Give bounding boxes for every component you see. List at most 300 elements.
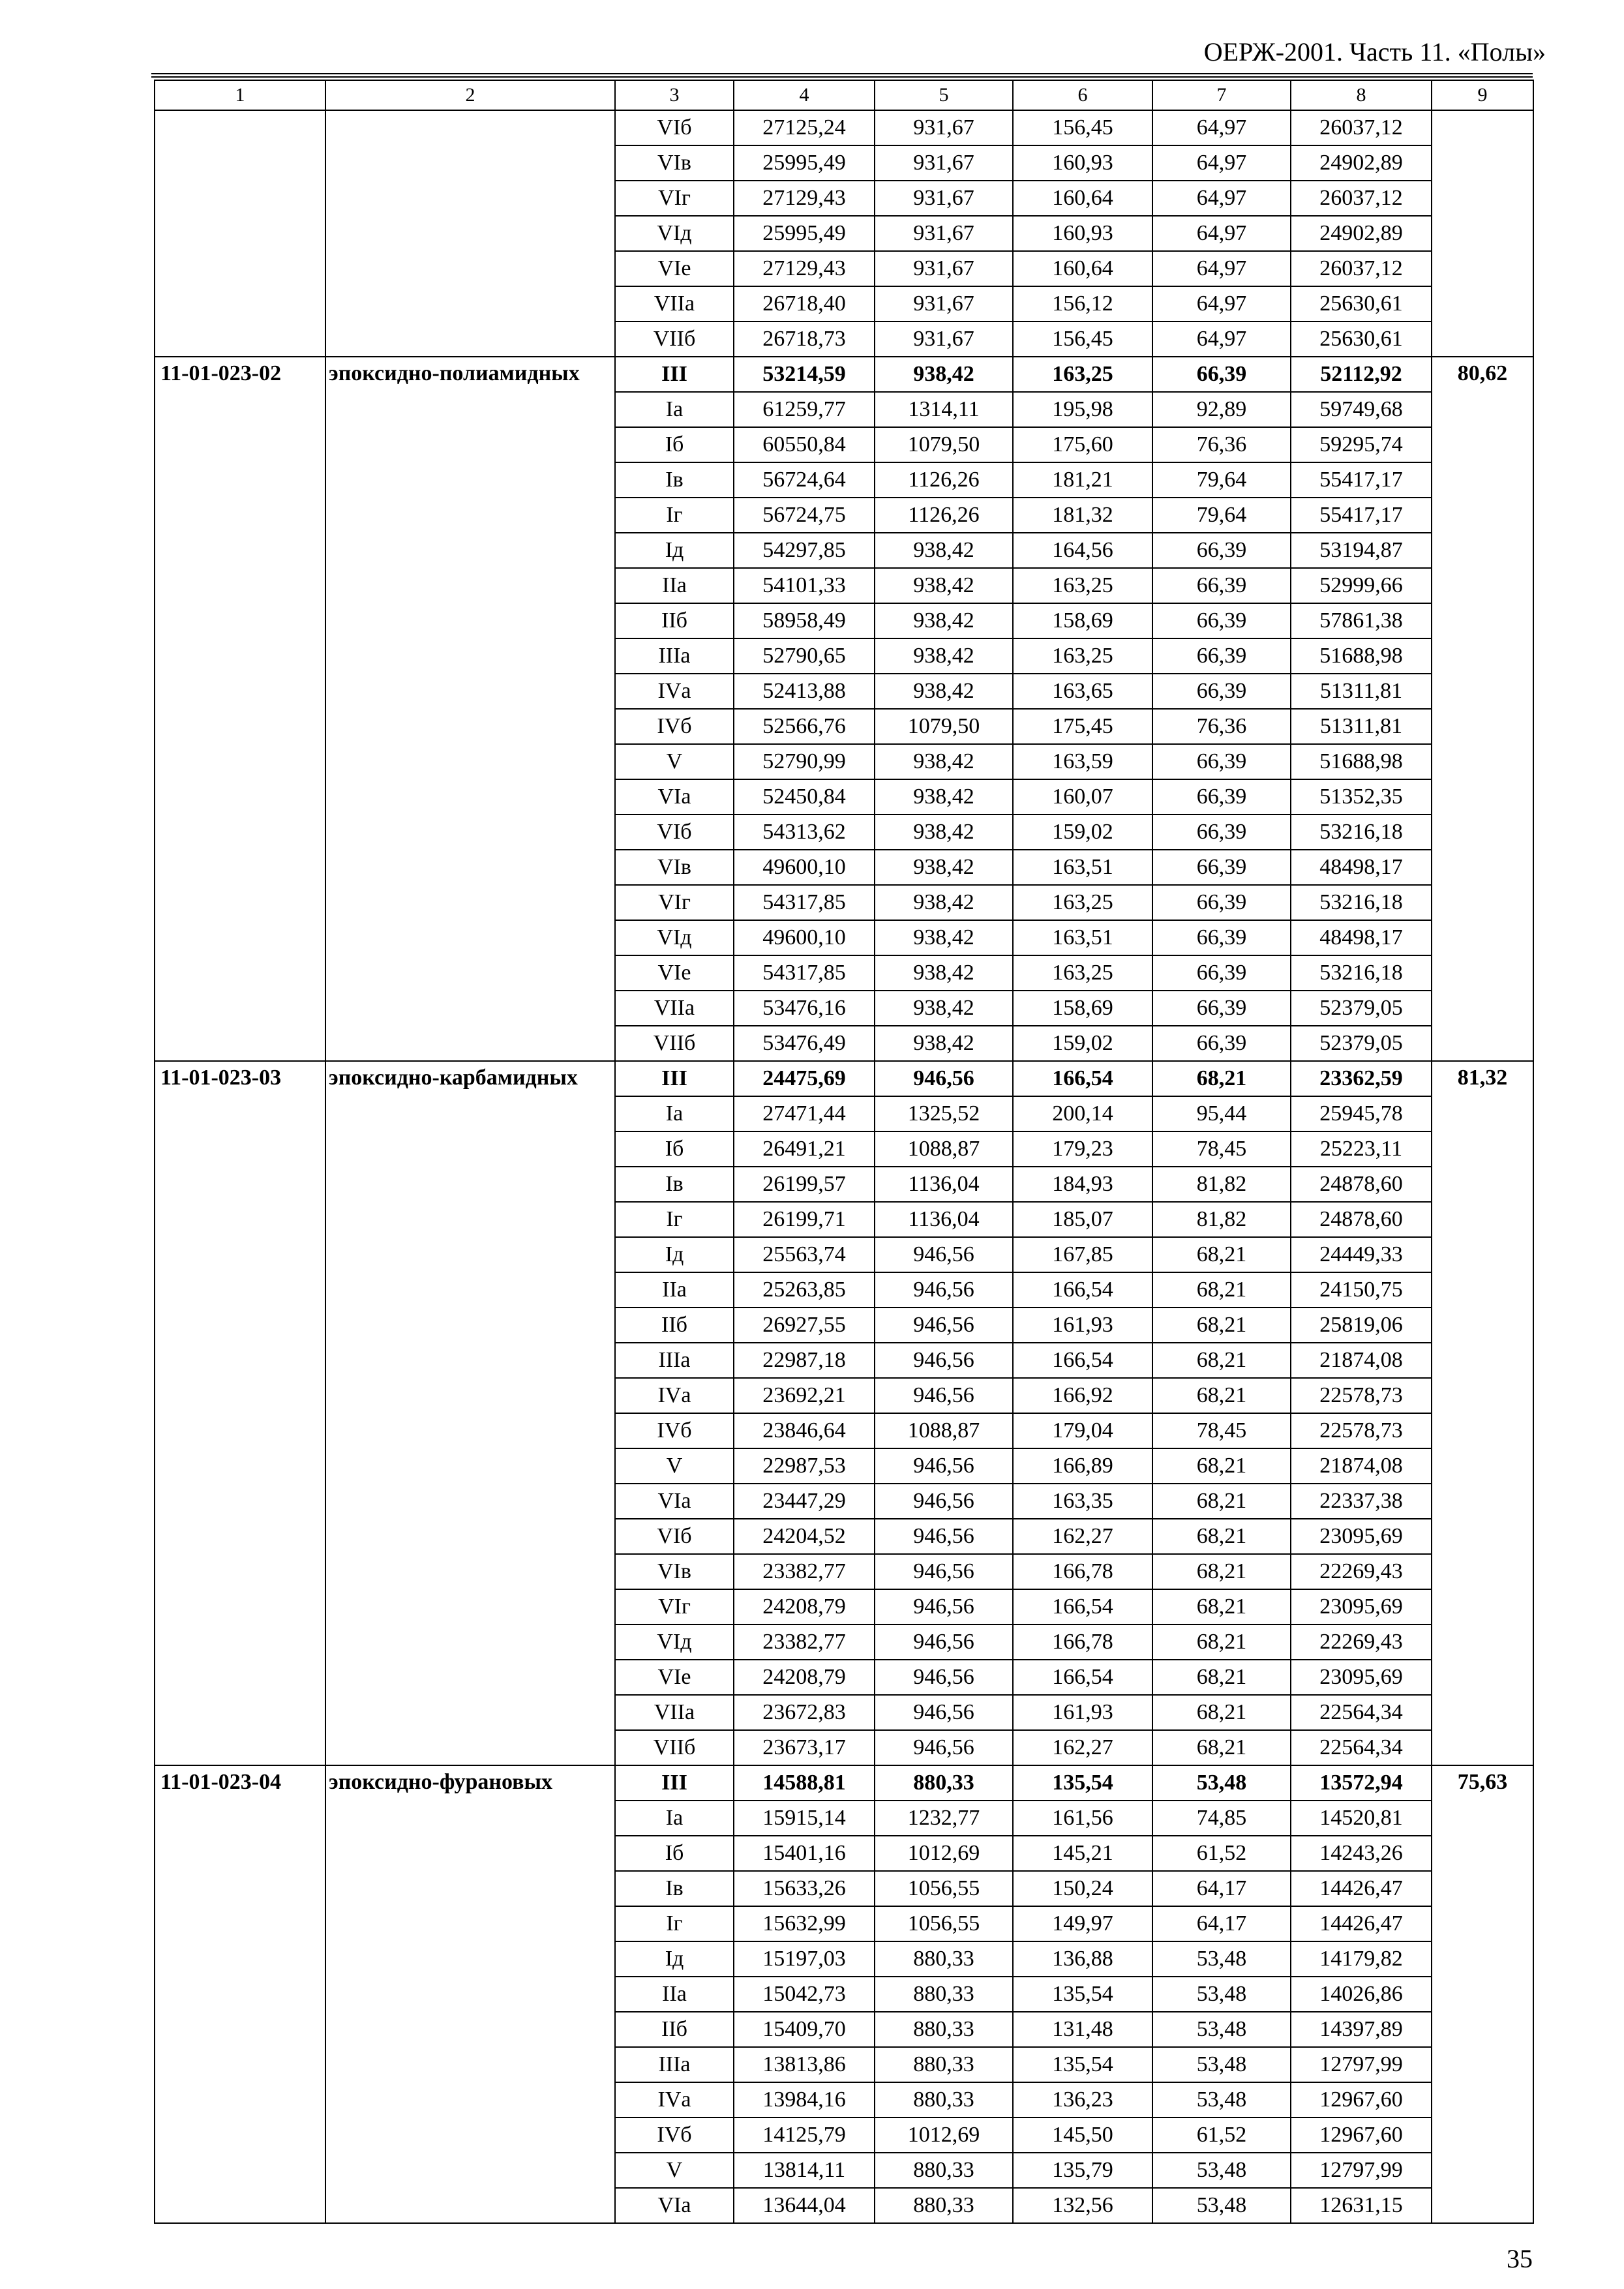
table-cell: 66,39 [1152,1026,1291,1061]
table-cell: 938,42 [875,674,1013,709]
table-cell: 159,02 [1013,1026,1152,1061]
table-cell: 22578,73 [1291,1378,1432,1413]
table-cell: 166,54 [1013,1272,1152,1308]
table-cell: 23095,69 [1291,1660,1432,1695]
table-cell: 49600,10 [734,850,875,885]
table-cell: 53,48 [1152,2188,1291,2223]
table-cell: 24475,69 [734,1061,875,1096]
table-cell: IIб [615,1308,734,1343]
table-cell: 52379,05 [1291,1026,1432,1061]
rate-code-cell: 11-01-023-04 [155,1765,325,2223]
table-cell: 1232,77 [875,1801,1013,1836]
table-cell: Iб [615,427,734,462]
table-cell: 68,21 [1152,1730,1291,1765]
table-cell: 145,21 [1013,1836,1152,1871]
table-cell: 15409,70 [734,2012,875,2047]
table-cell: 161,93 [1013,1308,1152,1343]
table-cell: 26037,12 [1291,181,1432,216]
table-cell: 946,56 [875,1308,1013,1343]
table-cell: 68,21 [1152,1308,1291,1343]
table-cell: 946,56 [875,1589,1013,1624]
table-cell: 27471,44 [734,1096,875,1131]
table-cell: 52566,76 [734,709,875,744]
table-cell: 51311,81 [1291,709,1432,744]
table-cell: 158,69 [1013,603,1152,638]
table-cell: 79,64 [1152,462,1291,498]
table-cell: VIе [615,1660,734,1695]
table-cell: 25630,61 [1291,286,1432,322]
table-cell: 66,39 [1152,920,1291,955]
table-cell: 946,56 [875,1448,1013,1484]
table-cell: 25995,49 [734,145,875,181]
table-cell: 184,93 [1013,1167,1152,1202]
table-cell: 164,56 [1013,533,1152,568]
table-cell: 66,39 [1152,815,1291,850]
table-cell: 14520,81 [1291,1801,1432,1836]
table-cell: 27125,24 [734,110,875,145]
table-cell: III [615,1061,734,1096]
table-cell: 66,39 [1152,533,1291,568]
table-cell: 938,42 [875,779,1013,815]
table-cell: 1126,26 [875,462,1013,498]
table-cell: 66,39 [1152,568,1291,603]
table-cell: Iа [615,1801,734,1836]
table-cell: 22337,38 [1291,1484,1432,1519]
table-cell: 78,45 [1152,1131,1291,1167]
table-cell: 68,21 [1152,1554,1291,1589]
table-cell: 1136,04 [875,1202,1013,1237]
table-cell: 880,33 [875,2188,1013,2223]
table-cell: 14426,47 [1291,1871,1432,1906]
table-cell: 68,21 [1152,1061,1291,1096]
table-cell: 156,45 [1013,110,1152,145]
table-cell: 14426,47 [1291,1906,1432,1941]
table-cell: VIIа [615,991,734,1026]
table-cell: 22987,18 [734,1343,875,1378]
table-cell: 23672,83 [734,1695,875,1730]
table-cell: 92,89 [1152,392,1291,427]
column-number-row [155,80,1533,110]
table-cell: 22564,34 [1291,1695,1432,1730]
table-cell: 946,56 [875,1061,1013,1096]
table-cell: 53216,18 [1291,955,1432,991]
table-cell: 21874,08 [1291,1448,1432,1484]
table-cell: 25630,61 [1291,322,1432,357]
table-cell: 1056,55 [875,1871,1013,1906]
running-header: ОЕРЖ-2001. Часть 11. «Полы» [1203,37,1546,67]
table-cell: 938,42 [875,638,1013,674]
table-cell: 946,56 [875,1519,1013,1554]
column-number: 8 [1291,80,1432,110]
table-cell: 74,85 [1152,1801,1291,1836]
table-cell: 56724,75 [734,498,875,533]
table-cell: VIIб [615,1730,734,1765]
table-cell: 22987,53 [734,1448,875,1484]
table-cell: 51311,81 [1291,674,1432,709]
table-cell: 26037,12 [1291,110,1432,145]
table-cell: 163,65 [1013,674,1152,709]
table-cell: Iв [615,1167,734,1202]
table-cell: 149,97 [1013,1906,1152,1941]
table-cell: 1056,55 [875,1906,1013,1941]
table-cell: 68,21 [1152,1343,1291,1378]
table-cell: 66,39 [1152,744,1291,779]
table-cell: 24902,89 [1291,145,1432,181]
table-cell: 13644,04 [734,2188,875,2223]
table-cell: 54297,85 [734,533,875,568]
table-cell: 145,50 [1013,2117,1152,2153]
table-cell: VIIб [615,1026,734,1061]
table-cell: 150,24 [1013,1871,1152,1906]
table-cell: 59295,74 [1291,427,1432,462]
table-cell: 66,39 [1152,638,1291,674]
table-cell: 15401,16 [734,1836,875,1871]
table-cell: 163,25 [1013,638,1152,674]
table-cell: 52999,66 [1291,568,1432,603]
table-cell: 14588,81 [734,1765,875,1801]
table-cell: VIг [615,1589,734,1624]
table-cell: 880,33 [875,1977,1013,2012]
table-cell: 53216,18 [1291,815,1432,850]
table-cell: 200,14 [1013,1096,1152,1131]
table-cell: 24208,79 [734,1660,875,1695]
column-number: 6 [1013,80,1152,110]
table-cell: 68,21 [1152,1695,1291,1730]
table-cell: 25223,11 [1291,1131,1432,1167]
table-cell: 179,23 [1013,1131,1152,1167]
table-cell: 21874,08 [1291,1343,1432,1378]
table-cell: V [615,1448,734,1484]
table-cell: 160,07 [1013,779,1152,815]
table-cell: IVб [615,2117,734,2153]
table-cell: VIв [615,145,734,181]
table-cell: 23692,21 [734,1378,875,1413]
table-cell: 52379,05 [1291,991,1432,1026]
table-cell: Iа [615,392,734,427]
table-cell: 946,56 [875,1378,1013,1413]
table-cell: 57861,38 [1291,603,1432,638]
table-cell: IIIа [615,2047,734,2082]
table-cell: 78,45 [1152,1413,1291,1448]
table-cell: VIа [615,779,734,815]
table-cell: 163,59 [1013,744,1152,779]
table-cell: 48498,17 [1291,850,1432,885]
table-cell: 55417,17 [1291,462,1432,498]
table-cell: VIд [615,216,734,251]
table-cell: 53,48 [1152,2153,1291,2188]
table-cell: 179,04 [1013,1413,1152,1448]
table-cell: 163,35 [1013,1484,1152,1519]
table-cell: 68,21 [1152,1660,1291,1695]
table-cell: 26718,73 [734,322,875,357]
table-cell: 946,56 [875,1624,1013,1660]
table-cell: 68,21 [1152,1378,1291,1413]
table-cell: VIв [615,850,734,885]
table-cell: 66,39 [1152,674,1291,709]
table-cell: 23382,77 [734,1624,875,1660]
table-cell: III [615,357,734,392]
table-cell: 64,97 [1152,322,1291,357]
table-cell: IVб [615,709,734,744]
table-cell: VIIа [615,286,734,322]
rate-name-cell: эпоксидно-карбамидных [325,1061,615,1765]
table-cell: 931,67 [875,286,1013,322]
table-cell: 13814,11 [734,2153,875,2188]
table-cell: 1012,69 [875,1836,1013,1871]
table-cell: Iб [615,1836,734,1871]
table-cell: 135,54 [1013,1765,1152,1801]
table-cell: 53,48 [1152,1765,1291,1801]
table-cell: 59749,68 [1291,392,1432,427]
table-cell: 175,60 [1013,427,1152,462]
table-cell: 181,21 [1013,462,1152,498]
table-cell: 156,45 [1013,322,1152,357]
table-cell: 12967,60 [1291,2117,1432,2153]
table-cell: 167,85 [1013,1237,1152,1272]
table-cell: 166,54 [1013,1061,1152,1096]
table-cell: 163,25 [1013,885,1152,920]
column-number: 3 [615,80,734,110]
table-cell: 24878,60 [1291,1167,1432,1202]
table-cell: 1325,52 [875,1096,1013,1131]
table-cell: 52450,84 [734,779,875,815]
table-cell: Iг [615,498,734,533]
table-cell: 26491,21 [734,1131,875,1167]
table-cell: 66,39 [1152,991,1291,1026]
table-cell: VIIа [615,1695,734,1730]
table-cell: 81,82 [1152,1202,1291,1237]
table-cell: IVа [615,1378,734,1413]
table-cell: 131,48 [1013,2012,1152,2047]
table-cell: 53476,16 [734,991,875,1026]
table-cell: 64,97 [1152,110,1291,145]
column-number: 5 [875,80,1013,110]
table-cell: VIд [615,920,734,955]
table-cell: 161,93 [1013,1695,1152,1730]
table-cell: 48498,17 [1291,920,1432,955]
table-cell: 24449,33 [1291,1237,1432,1272]
table-cell: 51688,98 [1291,744,1432,779]
table-cell: 1126,26 [875,498,1013,533]
table-cell: 166,54 [1013,1660,1152,1695]
table-cell: 54317,85 [734,885,875,920]
table-cell: 23362,59 [1291,1061,1432,1096]
table-cell: 23447,29 [734,1484,875,1519]
table-cell: 946,56 [875,1237,1013,1272]
table-cell: 946,56 [875,1484,1013,1519]
table-cell: Iд [615,1237,734,1272]
table-cell: 12797,99 [1291,2047,1432,2082]
table-cell: 163,25 [1013,955,1152,991]
table-cell: 61259,77 [734,392,875,427]
table-cell: 135,54 [1013,1977,1152,2012]
table-cell: 27129,43 [734,251,875,286]
table-cell: 15632,99 [734,1906,875,1941]
table-cell: V [615,2153,734,2188]
table-cell: 1088,87 [875,1413,1013,1448]
table-cell: III [615,1765,734,1801]
table-cell: IIб [615,2012,734,2047]
page-number: 35 [1507,2244,1533,2273]
table-cell: 166,92 [1013,1378,1152,1413]
table-cell: 166,78 [1013,1554,1152,1589]
table-cell: VIа [615,2188,734,2223]
table-cell: 162,27 [1013,1730,1152,1765]
table-cell: 26199,71 [734,1202,875,1237]
table-cell: IVа [615,2082,734,2117]
table-cell: VIд [615,1624,734,1660]
table-cell: 53,48 [1152,1977,1291,2012]
table-cell: 25945,78 [1291,1096,1432,1131]
table-cell: Iд [615,1941,734,1977]
table-cell: 15633,26 [734,1871,875,1906]
table-cell: 1314,11 [875,392,1013,427]
table-cell: IIа [615,1272,734,1308]
table-cell: 26718,40 [734,286,875,322]
table-cell: 53476,49 [734,1026,875,1061]
table-cell: VIб [615,1519,734,1554]
table-cell: 53214,59 [734,357,875,392]
table-cell: 12631,15 [1291,2188,1432,2223]
table-cell: VIа [615,1484,734,1519]
table-cell: 64,97 [1152,181,1291,216]
table-cell: 938,42 [875,955,1013,991]
table-cell: 14026,86 [1291,1977,1432,2012]
table-cell: 14243,26 [1291,1836,1432,1871]
column-number: 2 [325,80,615,110]
header-rule-top [151,73,1533,74]
table-cell: 931,67 [875,145,1013,181]
table-cell: Iд [615,533,734,568]
table-cell: 66,39 [1152,955,1291,991]
table-cell: 51688,98 [1291,638,1432,674]
table-cell: 24902,89 [1291,216,1432,251]
table-cell: 66,39 [1152,779,1291,815]
table-cell: 931,67 [875,110,1013,145]
table-cell: 166,54 [1013,1343,1152,1378]
table-cell: Iг [615,1906,734,1941]
table-row-summary [155,1061,1533,1096]
table-cell: 946,56 [875,1343,1013,1378]
table-cell: Iг [615,1202,734,1237]
table-cell: 55417,17 [1291,498,1432,533]
table-cell: 181,32 [1013,498,1152,533]
table-cell: 880,33 [875,2047,1013,2082]
table-cell: 64,17 [1152,1906,1291,1941]
table-cell: 23095,69 [1291,1519,1432,1554]
table-cell: 946,56 [875,1695,1013,1730]
table-cell: 66,39 [1152,603,1291,638]
table-cell: 58958,49 [734,603,875,638]
table-cell: 156,12 [1013,286,1152,322]
rates-table [154,80,1534,2224]
table-cell: 64,97 [1152,286,1291,322]
table-cell: 23382,77 [734,1554,875,1589]
table-cell: 24204,52 [734,1519,875,1554]
table-cell: 53216,18 [1291,885,1432,920]
table-cell: 49600,10 [734,920,875,955]
table-cell: 64,97 [1152,216,1291,251]
table-cell: 68,21 [1152,1624,1291,1660]
table-cell: 60550,84 [734,427,875,462]
table-cell: 25995,49 [734,216,875,251]
table-cell: 880,33 [875,2012,1013,2047]
table-cell: 68,21 [1152,1448,1291,1484]
table-cell: 166,78 [1013,1624,1152,1660]
table-cell: 26199,57 [734,1167,875,1202]
table-cell: 61,52 [1152,2117,1291,2153]
table-cell: 931,67 [875,322,1013,357]
table-cell: 946,56 [875,1660,1013,1695]
table-cell: 185,07 [1013,1202,1152,1237]
table-cell: 166,89 [1013,1448,1152,1484]
table-cell: 64,97 [1152,145,1291,181]
table-cell: 160,93 [1013,145,1152,181]
table-cell: 68,21 [1152,1237,1291,1272]
table-cell: 136,23 [1013,2082,1152,2117]
table-cell: 163,51 [1013,920,1152,955]
table-cell: 13984,16 [734,2082,875,2117]
table-cell: 938,42 [875,533,1013,568]
table-cell: IIIа [615,638,734,674]
table-cell: 931,67 [875,216,1013,251]
table-cell: Iа [615,1096,734,1131]
table-cell: VIг [615,181,734,216]
table-cell: 880,33 [875,2153,1013,2188]
table-row-summary [155,357,1533,392]
table-cell: 166,54 [1013,1589,1152,1624]
table-cell: 53194,87 [1291,533,1432,568]
rate-name-cell: эпоксидно-полиамидных [325,357,615,1061]
rate-code-cell: 11-01-023-02 [155,357,325,1061]
table-cell: 14397,89 [1291,2012,1432,2047]
table-cell: 160,93 [1013,216,1152,251]
table-cell: 81,82 [1152,1167,1291,1202]
table-cell: Iб [615,1131,734,1167]
table-cell: Iв [615,462,734,498]
table-cell: 1012,69 [875,2117,1013,2153]
rate-total-cell: 81,32 [1432,1061,1533,1765]
table-cell: 938,42 [875,850,1013,885]
table-cell: Iв [615,1871,734,1906]
table-cell: 24208,79 [734,1589,875,1624]
table-cell: 53,48 [1152,2012,1291,2047]
table-cell: 68,21 [1152,1519,1291,1554]
table-cell: 64,17 [1152,1871,1291,1906]
table-cell: V [615,744,734,779]
table-cell: IIIа [615,1343,734,1378]
table-cell: 938,42 [875,568,1013,603]
table-cell: 1079,50 [875,427,1013,462]
code-cell-continued [155,110,325,357]
table-cell: 13572,94 [1291,1765,1432,1801]
table-cell: 938,42 [875,603,1013,638]
rate-total-cell: 80,62 [1432,357,1533,1061]
table-cell: VIе [615,955,734,991]
table-cell: 76,36 [1152,427,1291,462]
table-cell: 163,51 [1013,850,1152,885]
table-cell: 53,48 [1152,2047,1291,2082]
table-cell: 24150,75 [1291,1272,1432,1308]
table-cell: 132,56 [1013,2188,1152,2223]
table-cell: 68,21 [1152,1589,1291,1624]
table-cell: 76,36 [1152,709,1291,744]
table-cell: 938,42 [875,991,1013,1026]
table-cell: 23846,64 [734,1413,875,1448]
table-cell: 15197,03 [734,1941,875,1977]
table-cell: 931,67 [875,251,1013,286]
table-cell: 66,39 [1152,357,1291,392]
